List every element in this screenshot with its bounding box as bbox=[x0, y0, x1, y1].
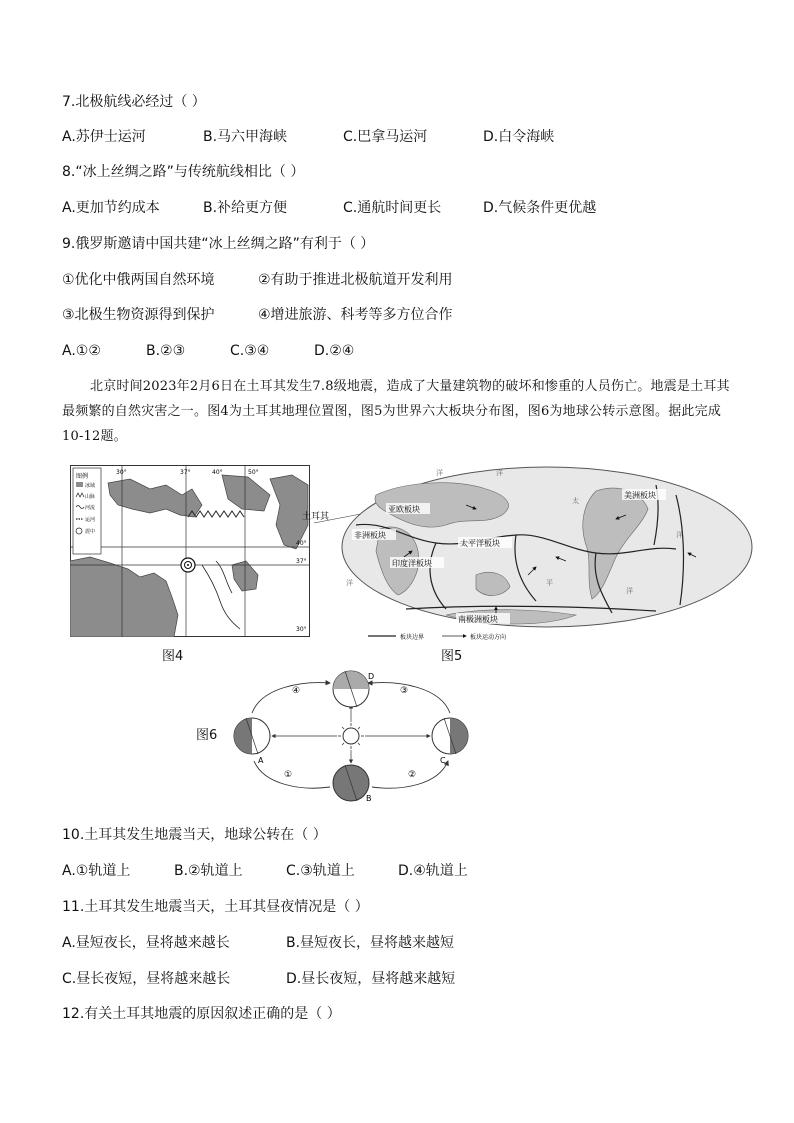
fig5-turkey-label bbox=[302, 510, 330, 522]
fig4-legend-mountain: 山脉 bbox=[85, 494, 96, 500]
q8-option-a[interactable]: A.更加节约成本 bbox=[62, 200, 160, 216]
q8-option-d[interactable]: D.气候条件更优越 bbox=[483, 200, 597, 216]
fig5-ocean-word-5: 洋 bbox=[346, 579, 353, 587]
question-7-stem: 7.北极航线必经过（ ） bbox=[62, 94, 206, 110]
q9-option-c[interactable]: C.③④ bbox=[230, 343, 270, 359]
question-10-stem: 10.土耳其发生地震当天，地球公转在（ ） bbox=[62, 827, 327, 843]
passage-text: 北京时间2023年2月6日在土耳其发生7.8级地震，造成了大量建筑物的破坏和惨重的人员伤亡。地震是土耳其最频繁的自然灾害之一。图4为土耳其地理位置图，图5为世界六大板块分布图，图6为地球公转示意图。据此完成10-12题。 bbox=[62, 379, 730, 444]
fig4-lat-37: 37° bbox=[296, 558, 307, 565]
q9-item-2: ②有助于推进北极航道开发利用 bbox=[258, 272, 453, 288]
fig4-legend-ice: 冰域 bbox=[85, 483, 96, 489]
fig5-ocean-word-2: 洋 bbox=[496, 469, 503, 477]
fig4-lat-40: 40° bbox=[296, 540, 307, 547]
q7-option-c[interactable]: C.巴拿马运河 bbox=[343, 129, 428, 145]
fig4-legend-canal: 运河 bbox=[85, 517, 96, 523]
fig6-orbit-3: ③ bbox=[400, 686, 409, 696]
fig4-lon-30: 30° bbox=[116, 469, 127, 476]
q10-option-d[interactable]: D.④轨道上 bbox=[398, 863, 468, 879]
q11-option-a[interactable]: A.昼短夜长，昼将越来越长 bbox=[62, 935, 230, 951]
q8-option-c[interactable]: C.通航时间更长 bbox=[343, 200, 442, 216]
q9-option-b[interactable]: B.②③ bbox=[146, 343, 186, 359]
fig6-label-b: B bbox=[366, 794, 372, 803]
fig6-label-c: C bbox=[440, 756, 446, 765]
q10-option-a[interactable]: A.①轨道上 bbox=[62, 863, 131, 879]
fig5-plate-african: 非洲板块 bbox=[354, 531, 386, 540]
fig5-ocean-word-6: 平 bbox=[546, 579, 553, 587]
fig6-orbit-4: ④ bbox=[292, 686, 301, 696]
question-8-stem: 8.“冰上丝绸之路”与传统航线相比（ ） bbox=[62, 164, 305, 180]
q11-option-c[interactable]: C.昼长夜短，昼将越来越长 bbox=[62, 971, 231, 987]
fig4-lon-40: 40° bbox=[212, 469, 223, 476]
reading-passage bbox=[62, 374, 730, 449]
figure-5-caption: 图5 bbox=[441, 649, 463, 664]
question-11-stem: 11.土耳其发生地震当天，土耳其昼夜情况是（ ） bbox=[62, 899, 369, 915]
q9-option-d[interactable]: D.②④ bbox=[314, 343, 355, 359]
q10-option-c[interactable]: C.③轨道上 bbox=[286, 863, 355, 879]
fig5-plate-antarctic: 南极洲板块 bbox=[458, 615, 498, 624]
fig6-orbit-2: ② bbox=[408, 770, 417, 780]
fig5-ocean-word-4: 洋 bbox=[676, 531, 683, 539]
fig4-legend-river: 河流 bbox=[85, 505, 96, 511]
fig5-plate-eurasian: 亚欧板块 bbox=[388, 505, 420, 514]
question-9-stem: 9.俄罗斯邀请中国共建“冰上丝绸之路”有利于（ ） bbox=[62, 236, 375, 252]
fig4-lon-50: 50° bbox=[248, 469, 259, 476]
fig5-legend-motion: 板块运动方向 bbox=[470, 634, 507, 641]
fig6-label-a: A bbox=[258, 756, 264, 765]
fig4-lon-37: 37° bbox=[180, 469, 191, 476]
fig5-plate-american: 美洲板块 bbox=[624, 491, 656, 500]
figure-4-map bbox=[70, 465, 310, 637]
fig4-legend-title: 图例 bbox=[76, 473, 89, 480]
fig5-legend-boundary: 板块边界 bbox=[400, 634, 425, 641]
q11-option-b[interactable]: B.昼短夜长，昼将越来越短 bbox=[286, 935, 455, 951]
q9-item-1: ①优化中俄两国自然环境 bbox=[62, 272, 215, 288]
q9-item-3: ③北极生物资源得到保护 bbox=[62, 307, 215, 323]
figure-4-caption: 图4 bbox=[162, 649, 184, 664]
q7-option-d[interactable]: D.白令海峡 bbox=[483, 129, 555, 145]
fig5-turkey-text: 土耳其 bbox=[302, 512, 330, 522]
fig4-legend-epicenter: 震中 bbox=[85, 529, 96, 535]
fig5-ocean-word-1: 洋 bbox=[436, 469, 443, 477]
figure-5-plate-map bbox=[296, 465, 782, 643]
q7-option-a[interactable]: A.苏伊士运河 bbox=[62, 129, 146, 145]
fig6-orbit-1: ① bbox=[284, 770, 293, 780]
fig5-ocean-word-7: 洋 bbox=[626, 587, 633, 595]
fig4-lat-30: 30° bbox=[296, 626, 307, 633]
q11-option-d[interactable]: D.昼长夜短，昼将越来越短 bbox=[286, 971, 456, 987]
q7-option-b[interactable]: B.马六甲海峡 bbox=[203, 129, 288, 145]
fig5-ocean-word-3: 太 bbox=[572, 497, 579, 505]
fig6-label-d: D bbox=[368, 672, 375, 681]
q9-item-4: ④增进旅游、科考等多方位合作 bbox=[258, 307, 453, 323]
figure-6-caption: 图6 bbox=[196, 728, 218, 743]
question-12-stem: 12.有关土耳其地震的原因叙述正确的是（ ） bbox=[62, 1006, 341, 1022]
q9-option-a[interactable]: A.①② bbox=[62, 343, 101, 359]
fig5-plate-indian: 印度洋板块 bbox=[392, 559, 432, 568]
q10-option-b[interactable]: B.②轨道上 bbox=[174, 863, 243, 879]
q8-option-b[interactable]: B.补给更方便 bbox=[203, 200, 288, 216]
figure-6-orbit-diagram bbox=[232, 667, 470, 805]
fig5-plate-pacific: 太平洋板块 bbox=[460, 539, 500, 548]
